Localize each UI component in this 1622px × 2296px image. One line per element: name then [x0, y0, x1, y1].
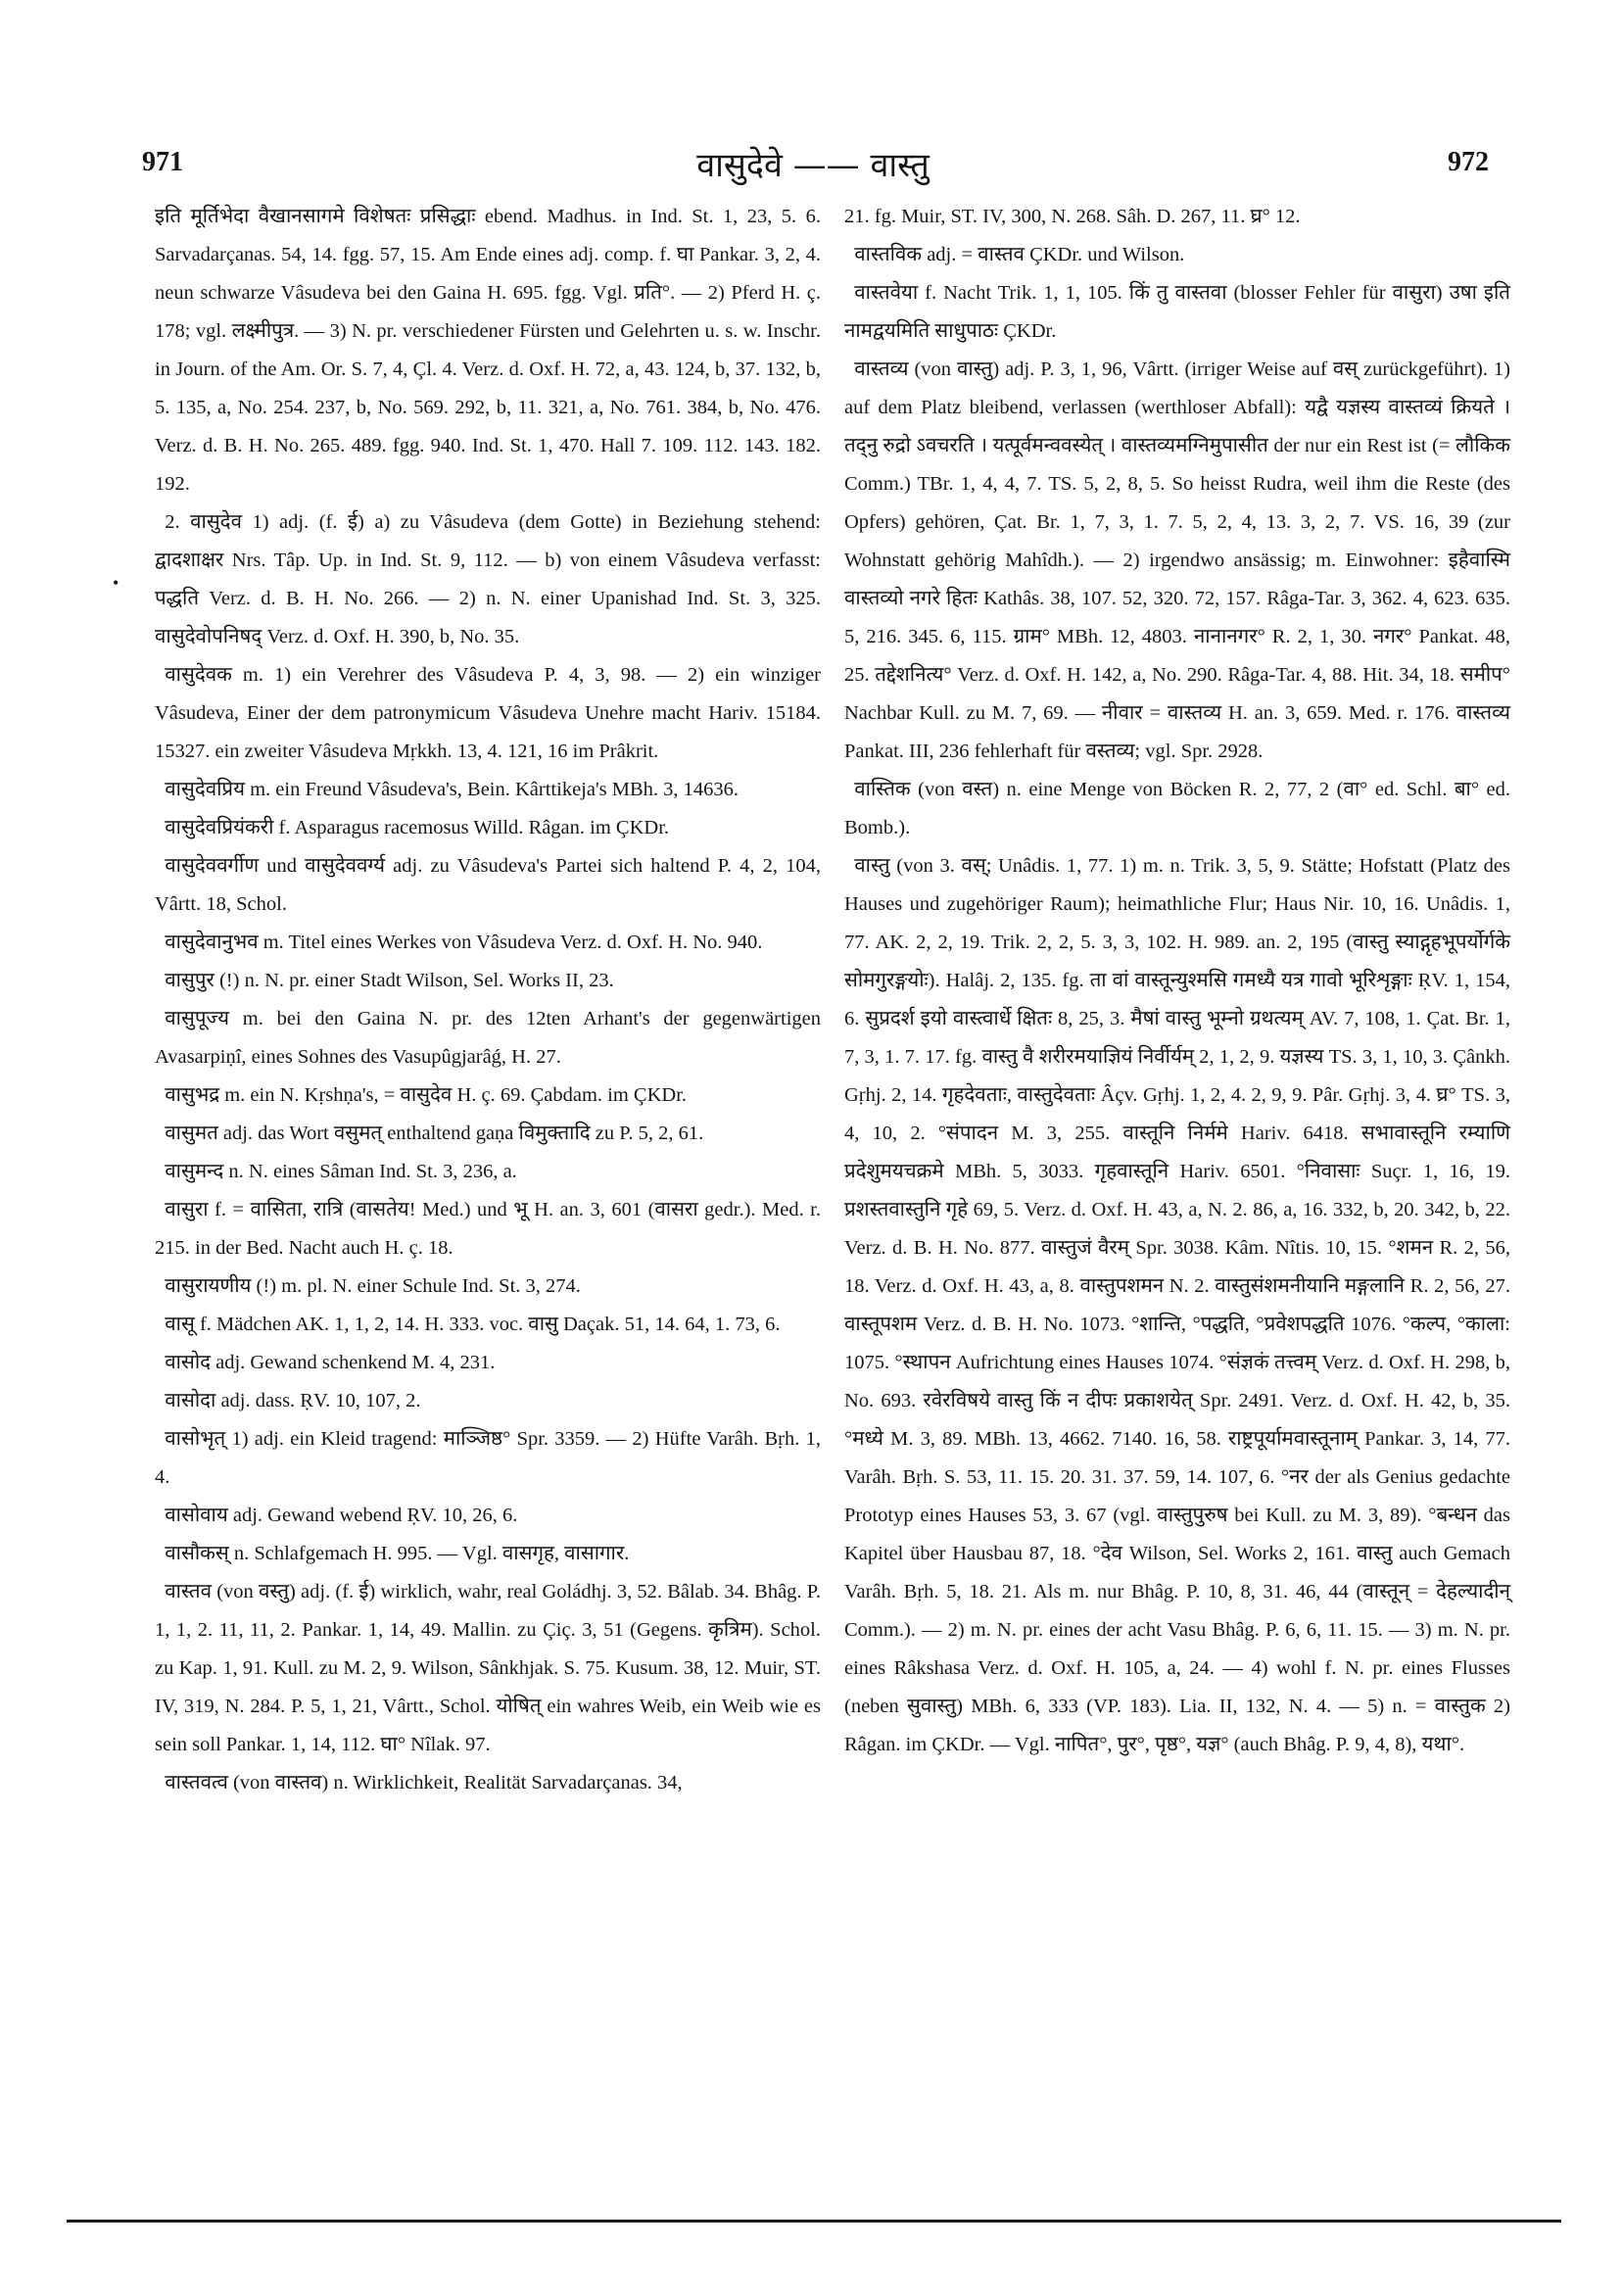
dictionary-entry: वासुपूज्य m. bei den Gaina N. pr. des 12ten Arhant's der gegenwärtigen Avasarpiṇî, eines Sohnes des Vasupûgjarâǵ, H. 27.	[155, 1008, 821, 1068]
dictionary-entry: वासौकस् n. Schlafgemach H. 995. — Vgl. वासगृह, वासागार.	[165, 1543, 630, 1564]
dictionary-entry: वासुमन्द n. N. eines Sâman Ind. St. 3, 236, a.	[165, 1161, 517, 1182]
dictionary-entry: वास्तु (von 3. वस्; Unâdis. 1, 77. 1) m. n. Trik. 3, 5, 9. Stätte; Hofstatt (Platz des Hauses und zugehöriger Raum); heimathliche Flur; Haus Nir. 10, 16. Unâdis. 1, 77. AK. 2, 2, 19. Trik. 2, 2, 5. 3, 3, 102. H. 989. an. 2, 195 (वास्तु स्याद्गृहभूपर्योर्गके सोमगुरङ्गयोः). Halâj. 2, 135. fg. ता वां वास्तून्युश्मसि गमध्यै यत्र गावो भूरिशृङ्गाः ṚV. 1, 154, 6. सुप्रदर्श इयो वास्त्वार्धे क्षितः 8, 25, 3. मैषां वास्तु भूम्नो ग्रथत्यम् AV. 7, 108, 1. Çat. Br. 1, 7, 3, 1. 7. 17. fg. वास्तु वै शरीरमयाज्ञियं निर्वीर्यम् 2, 1, 2, 9. यज्ञस्य TS. 3, 1, 10, 3. Çânkh. Gṛhj. 2, 14. गृहदेवताः, वास्तुदेवताः Âçv. Gṛhj. 1, 2, 4. 2, 9, 9. Pâr. Gṛhj. 3, 4. घ्र° TS. 3, 4, 10, 2. °संपादन M. 3, 255. वास्तूनि निर्ममे Hariv. 6418. सभावास्तूनि रम्याणि प्रदेशुमयचक्रमे MBh. 5, 3033. गृहवास्तूनि Hariv. 6501. °निवासाः Suçr. 1, 16, 19. प्रशस्तवास्तुनि गृहे 69, 5. Verz. d. Oxf. H. 43, a, N. 2. 86, a, 16. 332, b, 20. 342, b, 22. Verz. d. B. H. No. 877. वास्तुजं वैरम् Spr. 3038. Kâm. Nîtis. 10, 15. °शमन R. 2, 56, 18. Verz. d. Oxf. H. 43, a, 8. वास्तुपशमन N. 2. वास्तुसंशमनीयानि मङ्गलानि R. 2, 56, 27. वास्तूपशम Verz. d. B. H. No. 1073. °शान्ति, °पद्धति, °प्रवेशपद्धति 1076. °कल्प, °काला: 1075. °स्थापन Aufrichtung eines Hauses 1074. °संज्ञकं तत्त्वम् Verz. d. Oxf. H. 298, b, No. 693. रवेरविषये वास्तु किं न दीपः प्रकाशयेत् Spr. 2491. Verz. d. Oxf. H. 42, b, 35. °मध्ये M. 3, 89. MBh. 13, 4662. 7140. 16, 58. राष्ट्रपूर्यामवास्तूनाम् Pankar. 3, 14, 77. Varâh. Bṛh. S. 53, 11. 15. 20. 31. 37. 59, 14. 107, 6. °नर der als Genius gedachte Prototyp eines Hauses 53, 3. 67 (vgl. वास्तुपुरुष bei Kull. zu M. 3, 89). °बन्धन das Kapitel über Hausbau 87, 18. °देव Wilson, Sel. Works 2, 161. वास्तु auch Gemach Varâh. Bṛh. 5, 18. 21. Als m. nur Bhâg. P. 10, 8, 31. 46, 44 (वास्तून् = देहल्यादीन् Comm.). — 2) m. N. pr. eines der acht Vasu Bhâg. P. 6, 6, 11. 15. — 3) m. N. pr. eines Râkshasa Verz. d. Oxf. H. 105, a, 24. — 4) wohl f. N. pr. eines Flusses (neben सुवास्तु) MBh. 6, 333 (VP. 183). Lia. II, 132, N. 4. — 5) n. = वास्तुक 2) Râgan. im ÇKDr. — Vgl. नापित°, पुर°, पृष्ठ°, यज्ञ° (auch Bhâg. P. 9, 4, 8), यथा°.	[844, 855, 1510, 1755]
bottom-rule	[67, 2220, 1561, 2223]
left-page-number: 971	[142, 147, 183, 177]
dictionary-entry: वास्तव्य (von वास्तु) adj. P. 3, 1, 96, Vârtt. (irriger Weise auf वस् zurückgeführt). 1) auf dem Platz bleibend, verlassen (werthloser Abfall): यद्वै यज्ञस्य वास्तव्यं क्रियते । तद्नु रुद्रो ऽवचरति । यत्पूर्वमन्ववस्येत् । वास्तव्यमग्निमुपासीत der nur ein Rest ist (= लौकिक Comm.) TBr. 1, 4, 4, 7. TS. 5, 2, 8, 5. So heisst Rudra, weil ihm die Reste (des Opfers) gehören, Çat. Br. 1, 7, 3, 1. 7. 5, 2, 4, 13. 3, 2, 7. VS. 16, 39 (zur Wohnstatt gehörig Mahîdh.). — 2) irgendwo ansässig; m. Einwohner: इहैवास्मि वास्तव्यो नगरे हितः Kathâs. 38, 107. 52, 320. 72, 157. Râga-Tar. 3, 362. 4, 623. 635. 5, 216. 345. 6, 115. ग्राम° MBh. 12, 4803. नानानगर° R. 2, 1, 30. नगर° Pankat. 48, 25. तद्देशनित्य° Verz. d. Oxf. H. 142, a, No. 290. Râga-Tar. 4, 88. Hit. 34, 18. समीप° Nachbar Kull. zu M. 7, 69. — नीवार = वास्तव्य H. an. 3, 659. Med. r. 176. वास्तव्य Pankat. III, 236 fehlerhaft für वस्तव्य; vgl. Spr. 2928.	[844, 359, 1510, 762]
dictionary-entry: वासोद adj. Gewand schenkend M. 4, 231.	[165, 1352, 496, 1373]
dictionary-entry: वास्तविक adj. = वास्तव ÇKDr. und Wilson.	[854, 244, 1185, 265]
dictionary-entry: वास्तवेया f. Nacht Trik. 1, 1, 105. किं तु वास्तवा (blosser Fehler für वासुरा) उषा इति नामद्वयमिति साधुपाठः ÇKDr.	[844, 282, 1510, 342]
dictionary-entry: वासुपुर (!) n. N. pr. einer Stadt Wilson, Sel. Works II, 23.	[165, 970, 614, 991]
dictionary-entry: वासुरा f. = वासिता, रात्रि (वासतेय! Med.) und भू H. an. 3, 601 (वासरा gedr.). Med. r. 215. in der Bed. Nacht auch H. ç. 18.	[155, 1199, 821, 1259]
dictionary-entry: वासुदेवप्रियंकरी f. Asparagus racemosus Willd. Râgan. im ÇKDr.	[165, 817, 670, 838]
right-page-number: 972	[1448, 147, 1489, 177]
dictionary-entry: वासोभृत् 1) adj. ein Kleid tragend: माञ्जिष्ठ° Spr. 3359. — 2) Hüfte Varâh. Bṛh. 1, 4.	[155, 1428, 821, 1488]
dictionary-entry: वास्तवत्व (von वास्तव) n. Wirklichkeit, Realität Sarvadarçanas. 34,	[165, 1772, 683, 1794]
dictionary-entry: वासुदेववर्गीण und वासुदेववर्ग्य adj. zu Vâsudeva's Partei sich haltend P. 4, 2, 104, Vârtt. 18, Schol.	[155, 855, 821, 915]
dictionary-entry: वासू f. Mädchen AK. 1, 1, 2, 14. H. 333. voc. वासु Daçak. 51, 14. 64, 1. 73, 6.	[165, 1314, 781, 1335]
dictionary-entry: 2. वासुदेव 1) adj. (f. ई) a) zu Vâsudeva (dem Gotte) in Beziehung stehend: द्वादशाक्षर Nrs. Tâp. Up. in Ind. St. 9, 112. — b) von einem Vâsudeva verfasst: पद्धति Verz. d. B. H. No. 266. — 2) n. N. einer Upanishad Ind. St. 3, 325. वासुदेवोपनिषद् Verz. d. Oxf. H. 390, b, No. 35.	[155, 511, 821, 647]
page-header	[137, 147, 1489, 196]
dictionary-entry: वास्तव (von वस्तु) adj. (f. ई) wirklich, wahr, real Goládhj. 3, 52. Bâlab. 34. Bhâg. P. 1, 1, 2. 11, 11, 2. Pankar. 1, 14, 49. Mallin. zu Çiç. 3, 51 (Gegens. कृत्रिम). Schol. zu Kap. 1, 91. Kull. zu M. 2, 9. Wilson, Sânkhjak. S. 75. Kusum. 38, 12. Muir, ST. IV, 319, N. 284. P. 5, 1, 21, Vârtt., Schol. योषित् ein wahres Weib, ein Weib wie es sein soll Pankar. 1, 14, 112. घा° Nîlak. 97.	[155, 1581, 821, 1755]
dictionary-entry: वासुरायणीय (!) m. pl. N. einer Schule Ind. St. 3, 274.	[165, 1275, 581, 1297]
dictionary-entry: वासुभद्र m. ein N. Kṛshṇa's, = वासुदेव H. ç. 69. Çabdam. im ÇKDr.	[165, 1084, 688, 1106]
right-column	[844, 198, 1510, 1764]
running-head: वासुदेवे —— वास्तु	[696, 146, 930, 185]
dictionary-entry: इति मूर्तिभेदा वैखानसागमे विशेषतः प्रसिद्धाः ebend. Madhus. in Ind. St. 1, 23, 5. 6. Sarvadarçanas. 54, 14. fgg. 57, 15. Am Ende eines adj. comp. f. घा Pankar. 3, 2, 4. neun schwarze Vâsudeva bei den Gaina H. 695. fgg. Vgl. प्रति°. — 2) Pferd H. ç. 178; vgl. लक्ष्मीपुत्र. — 3) N. pr. verschiedener Fürsten und Gelehrten u. s. w. Inschr. in Journ. of the Am. Or. S. 7, 4, Çl. 4. Verz. d. Oxf. H. 72, a, 43. 124, b, 37. 132, b, 5. 135, a, No. 254. 237, b, No. 569. 292, b, 11. 321, a, No. 761. 384, b, No. 476. Verz. d. B. H. No. 265. 489. fgg. 940. Ind. St. 1, 470. Hall 7. 109. 112. 143. 182. 192.	[155, 206, 821, 495]
dictionary-entry: वासुमत adj. das Wort वसुमत् enthaltend gaṇa विमुक्तादि zu P. 5, 2, 61.	[165, 1123, 704, 1144]
dictionary-entry: वास्तिक (von वस्त) n. eine Menge von Böcken R. 2, 77, 2 (वा° ed. Schl. बा° ed. Bomb.).	[844, 779, 1510, 838]
dictionary-entry: वासोदा adj. dass. ṚV. 10, 107, 2.	[165, 1390, 421, 1411]
dictionary-entry: वासोवाय adj. Gewand webend ṚV. 10, 26, 6.	[165, 1505, 518, 1526]
dictionary-entry: वासुदेवप्रिय m. ein Freund Vâsudeva's, Bein. Kârttikeja's MBh. 3, 14636.	[165, 779, 739, 800]
left-column	[155, 198, 821, 1802]
dictionary-entry: 21. fg. Muir, ST. IV, 300, N. 268. Sâh. D. 267, 11. घ्र° 12.	[844, 206, 1301, 227]
dictionary-entry: वासुदेवक m. 1) ein Verehrer des Vâsudeva P. 4, 3, 98. — 2) ein winziger Vâsudeva, Einer der dem patronymicum Vâsudeva Unehre macht Hariv. 15184. 15327. ein zweiter Vâsudeva Mṛkkh. 13, 4. 121, 16 im Prâkrit.	[155, 664, 821, 762]
dictionary-entry: वासुदेवानुभव m. Titel eines Werkes von Vâsudeva Verz. d. Oxf. H. No. 940.	[165, 932, 763, 953]
margin-marker: •	[113, 573, 119, 593]
